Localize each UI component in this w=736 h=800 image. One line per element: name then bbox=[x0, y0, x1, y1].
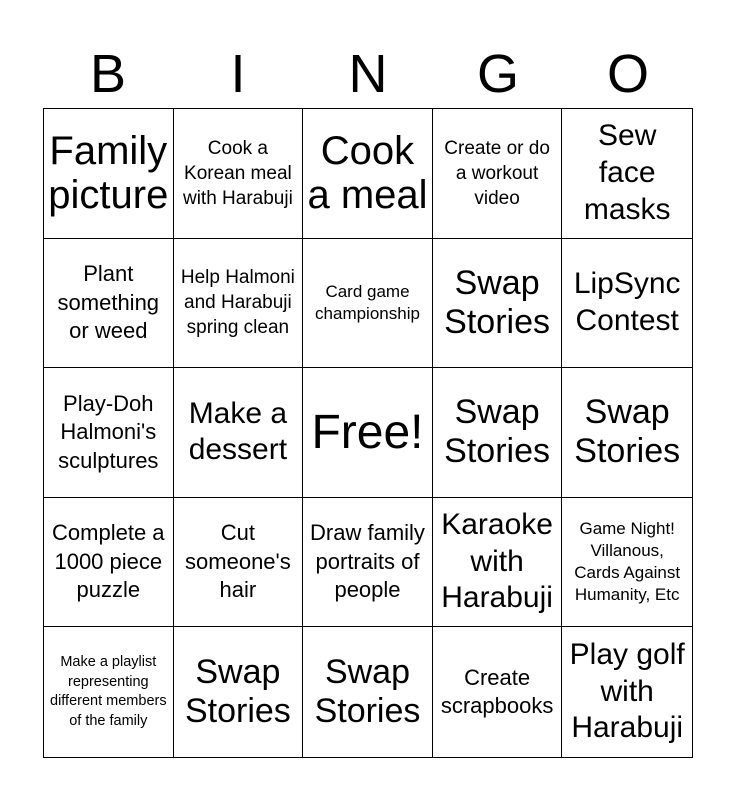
bingo-cell: Sew face masks bbox=[562, 109, 692, 239]
bingo-cell: Family picture bbox=[44, 109, 174, 239]
bingo-cell: Swap Stories bbox=[562, 368, 692, 498]
bingo-cell: Cook a Korean meal with Harabuji bbox=[174, 109, 304, 239]
bingo-grid bbox=[43, 108, 693, 758]
bingo-cell: Game Night! Villanous, Cards Against Humanity, Etc bbox=[562, 498, 692, 628]
header-letter-i: I bbox=[230, 44, 246, 104]
bingo-cell: Complete a 1000 piece puzzle bbox=[44, 498, 174, 628]
bingo-cell: Swap Stories bbox=[174, 627, 304, 757]
bingo-cell: Create or do a workout video bbox=[433, 109, 563, 239]
bingo-cell: Swap Stories bbox=[303, 627, 433, 757]
bingo-cell: Draw family portraits of people bbox=[303, 498, 433, 628]
header-letter-o: O bbox=[606, 44, 649, 104]
bingo-cell: Swap Stories bbox=[433, 368, 563, 498]
header-letter-n: N bbox=[348, 44, 388, 104]
bingo-cell: Cook a meal bbox=[303, 109, 433, 239]
bingo-header bbox=[43, 40, 693, 108]
bingo-cell: Plant something or weed bbox=[44, 239, 174, 369]
bingo-cell: Make a playlist representing different members of the family bbox=[44, 627, 174, 757]
bingo-cell: Cut someone's hair bbox=[174, 498, 304, 628]
bingo-cell: Karaoke with Harabuji bbox=[433, 498, 563, 628]
bingo-cell: Swap Stories bbox=[433, 239, 563, 369]
bingo-cell: Create scrapbooks bbox=[433, 627, 563, 757]
bingo-cell: Help Halmoni and Harabuji spring clean bbox=[174, 239, 304, 369]
bingo-cell: Play golf with Harabuji bbox=[569, 638, 685, 745]
header-letter-g: G bbox=[476, 44, 519, 104]
bingo-cell: Play-Doh Halmoni's sculptures bbox=[44, 368, 174, 498]
bingo-cell: Card game championship bbox=[303, 239, 433, 369]
bingo-cell: LipSync Contest bbox=[562, 239, 692, 369]
bingo-cell: Make a dessert bbox=[174, 368, 304, 498]
header-letter-b: B bbox=[89, 44, 127, 104]
bingo-cell-free: Free! bbox=[303, 368, 433, 498]
